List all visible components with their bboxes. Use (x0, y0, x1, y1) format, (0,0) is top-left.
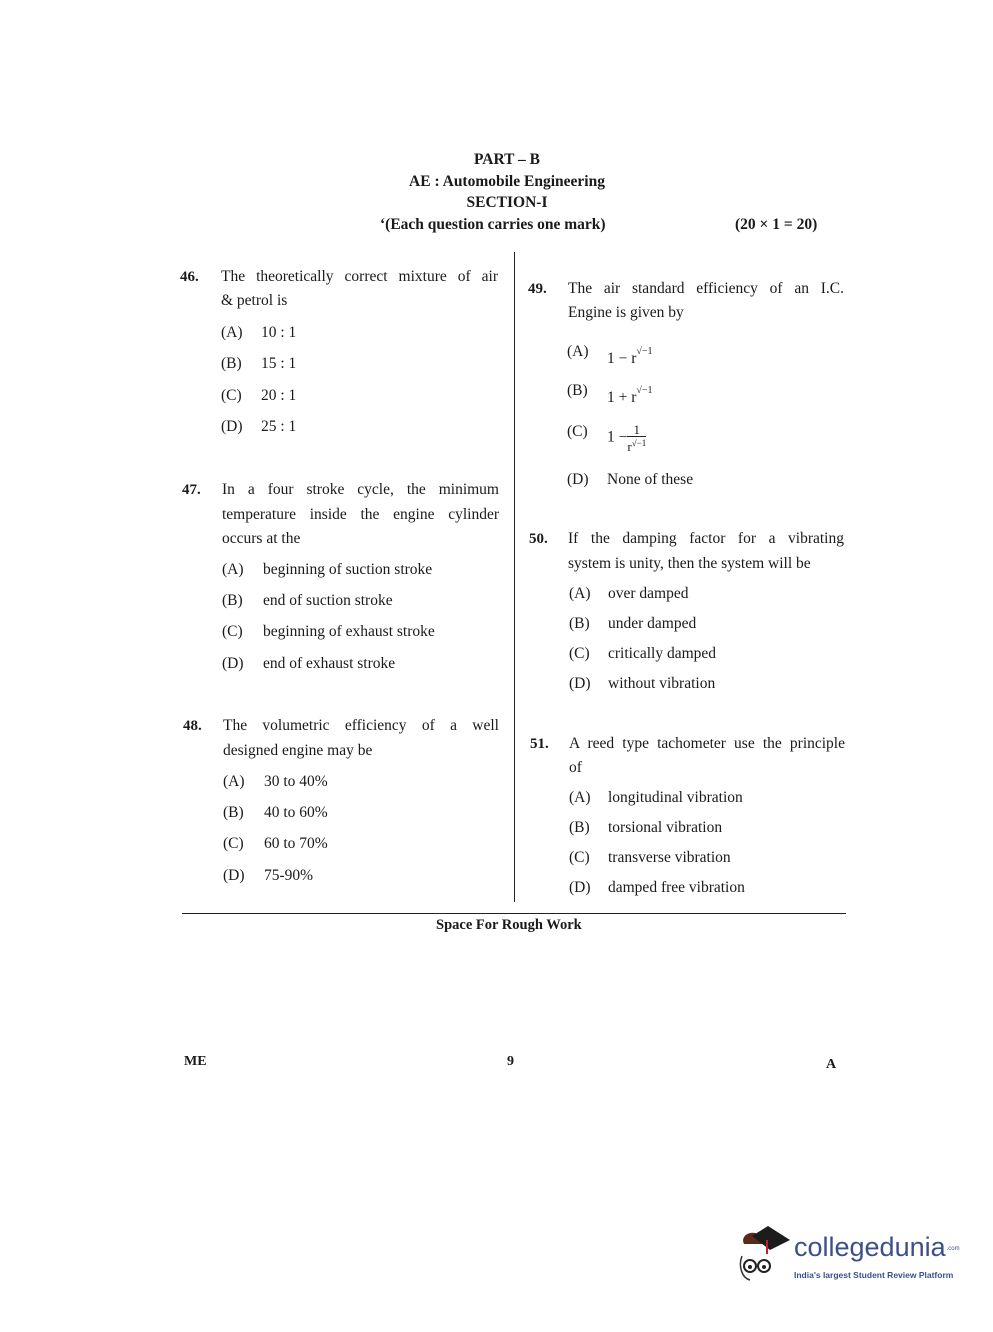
option-formula (607, 343, 653, 368)
rough-work-label: Space For Rough Work (436, 917, 582, 933)
logo-wordmark-row (794, 1232, 960, 1262)
question-number: 46. (180, 269, 199, 285)
subject-heading: AE : Automobile Engineering (409, 173, 605, 190)
option-text: without vibration (608, 675, 716, 692)
option-label: (D) (221, 418, 243, 435)
logo-tagline: India's largest Student Review Platform (794, 1270, 954, 1280)
option-label: (D) (569, 675, 591, 692)
option-label: (D) (222, 655, 244, 672)
option-text: end of suction stroke (263, 592, 393, 609)
question-text-line: of (569, 759, 582, 776)
option-label: (D) (567, 471, 589, 488)
question-number: 47. (182, 482, 201, 498)
option-label: (D) (223, 867, 245, 884)
option-label: (B) (223, 804, 244, 821)
rough-work-rule (182, 913, 846, 914)
option-text: 25 : 1 (261, 418, 297, 435)
option-text: over damped (608, 585, 689, 602)
option-text: longitudinal vibration (608, 789, 743, 806)
option-label: (C) (221, 387, 242, 404)
question-text-line: The theoretically correct mixture of air (221, 268, 498, 285)
option-text: 15 : 1 (261, 355, 297, 372)
option-text: 20 : 1 (261, 387, 297, 404)
option-text: critically damped (608, 645, 717, 662)
option-text: end of exhaust stroke (263, 655, 396, 672)
paper-code: ME (184, 1054, 207, 1069)
option-text: 75-90% (264, 867, 314, 884)
question-text-line: The air standard efficiency of an I.C. (568, 280, 844, 297)
option-formula (607, 382, 653, 407)
option-text: damped free vibration (608, 879, 745, 896)
option-label: (A) (569, 585, 591, 602)
option-label: (C) (222, 623, 243, 640)
question-text-line: Engine is given by (568, 304, 684, 321)
page-number: 9 (507, 1054, 514, 1069)
logo-wordmark: collegedunia (794, 1232, 946, 1262)
denominator-base: r (627, 439, 632, 454)
option-label: (C) (569, 645, 590, 662)
instruction-text: ‘(Each question carries one mark) (380, 216, 606, 233)
option-label: (C) (223, 835, 244, 852)
question-text-line: In a four stroke cycle, the minimum (222, 481, 499, 498)
section-heading: SECTION-I (466, 194, 548, 211)
option-label: (A) (222, 561, 244, 578)
question-text-line: If the damping factor for a vibrating (568, 530, 844, 547)
option-label: (D) (569, 879, 591, 896)
formula-fraction (627, 423, 646, 453)
option-text: 40 to 60% (264, 804, 328, 821)
question-number: 51. (530, 736, 549, 752)
question-text-line: The volumetric efficiency of a well (223, 717, 499, 734)
option-text: 10 : 1 (261, 324, 297, 341)
option-label: (C) (569, 849, 590, 866)
formula-lead: 1 − (607, 428, 628, 446)
question-text-line: & petrol is (221, 292, 288, 309)
option-text: 30 to 40% (264, 773, 328, 790)
option-label: (B) (569, 615, 590, 632)
fraction-numerator: 1 (627, 423, 646, 437)
option-text: transverse vibration (608, 849, 731, 866)
column-divider (514, 252, 515, 902)
formula-exponent: √−1 (636, 346, 653, 357)
formula-exponent: √−1 (636, 385, 653, 396)
option-text: None of these (607, 471, 694, 488)
option-label: (A) (223, 773, 245, 790)
option-label: (A) (567, 343, 589, 360)
formula-base: 1 + r (607, 389, 637, 406)
formula-base: 1 − r (607, 350, 637, 367)
option-label: (B) (221, 355, 242, 372)
option-label: (B) (222, 592, 243, 609)
option-text: beginning of suction stroke (263, 561, 433, 578)
option-text: beginning of exhaust stroke (263, 623, 435, 640)
option-label: (B) (567, 382, 588, 399)
question-text-line: temperature inside the engine cylinder (222, 506, 499, 523)
question-text-line: occurs at the (222, 530, 301, 547)
marks-text: (20 × 1 = 20) (735, 216, 818, 233)
mascot-icon (736, 1226, 794, 1286)
question-number: 48. (183, 718, 202, 734)
option-formula (607, 423, 646, 453)
option-label: (A) (569, 789, 591, 806)
question-number: 49. (528, 281, 547, 297)
question-text-line: A reed type tachometer use the principle (569, 735, 845, 752)
option-text: under damped (608, 615, 697, 632)
fraction-denominator (627, 437, 646, 453)
denominator-exponent: √−1 (631, 438, 647, 448)
set-code: A (826, 1057, 837, 1072)
logo-suffix: .com (946, 1246, 960, 1252)
part-heading: PART – B (473, 151, 541, 168)
option-label: (A) (221, 324, 243, 341)
question-text-line: system is unity, then the system will be (568, 555, 811, 572)
option-text: torsional vibration (608, 819, 723, 836)
option-label: (C) (567, 423, 588, 440)
collegedunia-logo (736, 1226, 993, 1286)
question-number: 50. (529, 531, 548, 547)
option-label: (B) (569, 819, 590, 836)
option-text: 60 to 70% (264, 835, 328, 852)
question-text-line: designed engine may be (223, 742, 373, 759)
